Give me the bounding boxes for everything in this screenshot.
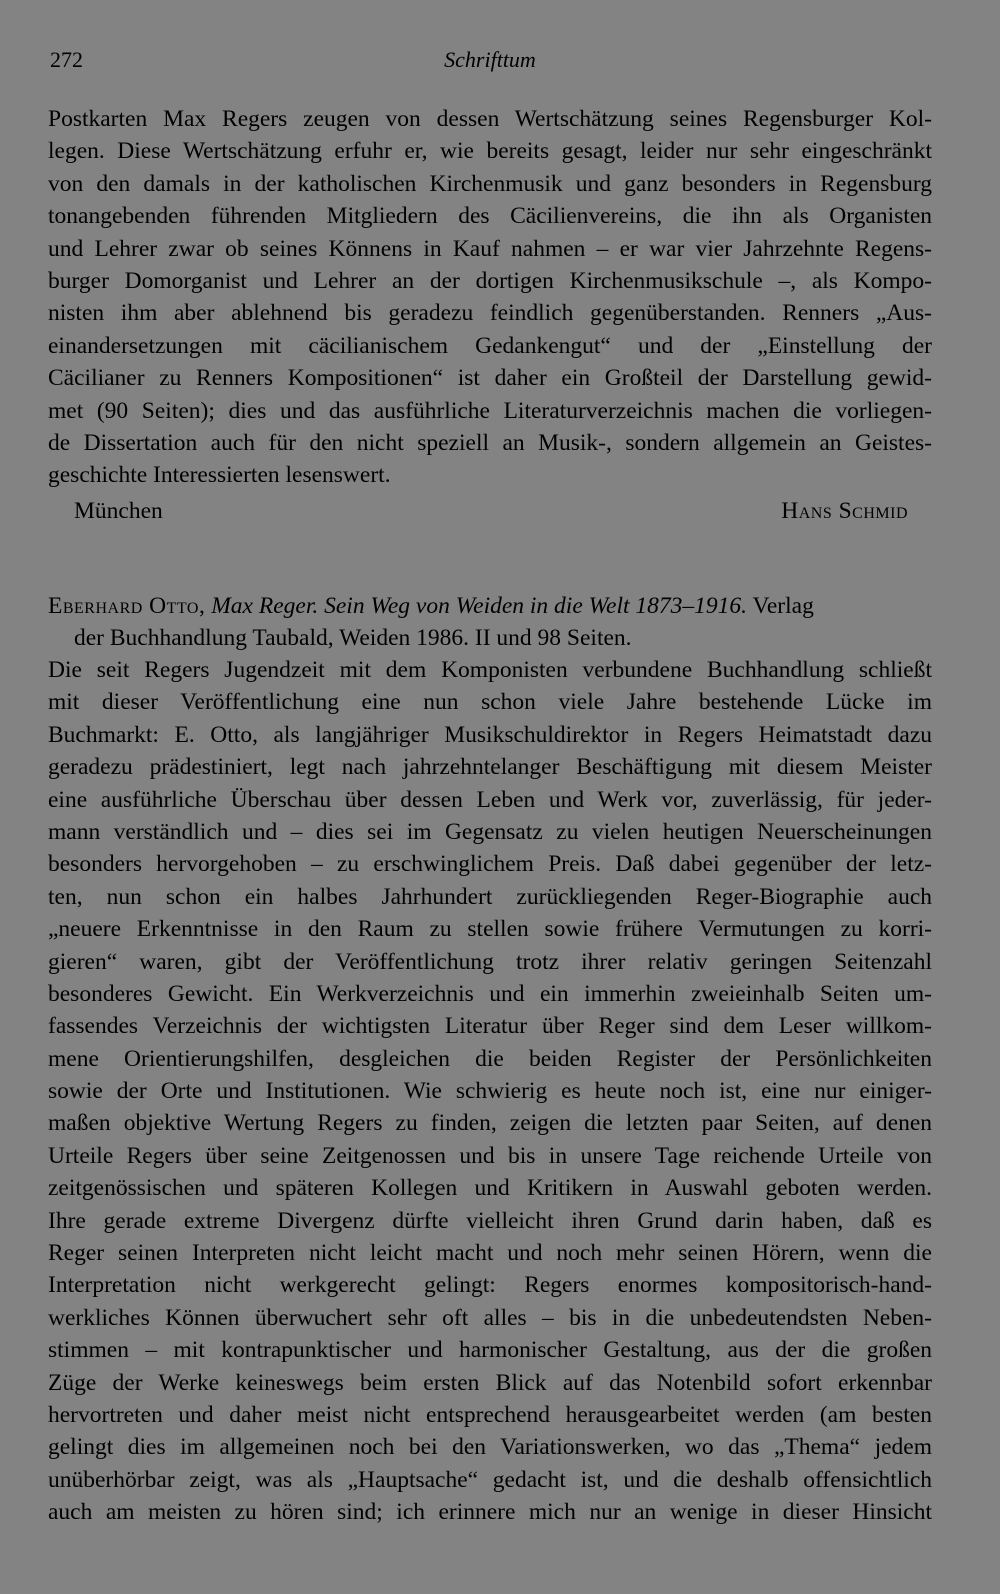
text-line: Cäcilianer zu Renners Kompositionen“ ist daher ein Großteil der Darstellung gewid- [48,365,932,392]
text-line: nisten ihm aber ablehnend bis geradezu feindlich gegenüberstanden. Renners „Aus- [48,300,932,327]
citation-line [48,590,932,622]
citation-title: Max Reger. Sein Weg von Weiden in die Welt 1873–1916. [211,593,748,619]
text-line: geschichte Interessierten lesenswert. [48,462,391,489]
text-line: Ihre gerade extreme Divergenz dürfte vielleicht ihren Grund darin haben, daß es [48,1207,932,1234]
text-line: mit dieser Veröffentlichung eine nun schon viele Jahre bestehende Lücke im [48,689,932,716]
text-line: hervortreten und daher meist nicht entsprechend herausgearbeitet werden (am besten [48,1401,932,1428]
text-line: Reger seinen Interpreten nicht leicht macht und noch mehr seinen Hörern, wenn die [48,1240,932,1267]
text-line: Die seit Regers Jugendzeit mit dem Komponisten verbundene Buchhandlung schließt [48,657,932,683]
text-line: einandersetzungen mit cäcilianischem Gedankengut“ und der „Einstellung der [48,332,932,359]
review-1-body [48,103,932,492]
citation-publisher-line: der Buchhandlung Taubald, Weiden 1986. II und 98 Seiten. [74,625,632,652]
text-line: zeitgenössischen und späteren Kollegen und Kritikern in Auswahl geboten werden. [48,1175,932,1202]
text-line: Postkarten Max Regers zeugen von dessen Wertschätzung seines Regensburger Kol- [48,106,932,132]
review-1-signature [48,495,932,527]
text-line: legen. Diese Wertschätzung erfuhr er, wie bereits gesagt, leider nur sehr eingeschränkt [48,138,932,165]
text-line: Interpretation nicht werkgerecht gelingt: Regers enormes kompositorisch-hand- [48,1272,932,1299]
citation-publisher: Verlag [752,593,814,619]
text-line: gieren“ waren, gibt der Veröffentlichung trotz ihrer relativ geringen Seitenzahl [48,948,932,975]
review-2-citation [48,590,932,655]
text-line: tonangebenden führenden Mitgliedern des Cäcilienvereins, die ihn als Organisten [48,203,932,230]
text-line: von den damals in der katholischen Kirchenmusik und ganz besonders in Regensburg [48,170,932,197]
text-line: Urteile Regers über seine Zeitgenossen und bis in unsere Tage reichende Urteile von [48,1142,932,1169]
text-line: Züge der Werke keineswegs beim ersten Blick auf das Notenbild sofort erkennbar [48,1369,932,1396]
text-line: stimmen – mit kontrapunktischer und harmonischer Gestaltung, aus der die großen [48,1337,932,1364]
page-number: 272 [50,47,83,72]
text-line: gelingt dies im allgemeinen noch bei den Variationswerken, wo das „Thema“ jedem [48,1434,932,1461]
running-title: Schrifttum [444,47,536,72]
text-line: maßen objektive Wertung Regers zu finden, zeigen die letzten paar Seiten, auf denen [48,1110,932,1137]
text-line: „neuere Erkenntnisse in den Raum zu stellen sowie frühere Vermutungen zu korri- [48,916,932,943]
text-line: werkliches Können überwuchert sehr oft alles – bis in die unbedeutendsten Neben- [48,1304,932,1331]
text-line: und Lehrer zwar ob seines Könnens in Kauf nahmen – er war vier Jahrzehnte Regens- [48,235,932,262]
text-line: mann verständlich und – dies sei im Gegensatz zu vielen heutigen Neuerscheinungen [48,818,932,845]
text-line: auch am meisten zu hören sind; ich erinnere mich nur an wenige in dieser Hinsicht [48,1499,932,1526]
citation-author: Eberhard Otto, [48,593,206,619]
signature-city: München [74,498,163,524]
text-line: unüberhörbar zeigt, was als „Hauptsache“ gedacht ist, und die deshalb offensichtlich [48,1466,932,1493]
text-line: burger Domorganist und Lehrer an der dortigen Kirchenmusikschule –, als Kompo- [48,267,932,294]
review-2-body [48,654,932,1529]
text-line: met (90 Seiten); dies und das ausführliche Literaturverzeichnis machen die vorliegen- [48,397,932,424]
text-line: sowie der Orte und Institutionen. Wie schwierig es heute noch ist, eine nur einiger- [48,1078,932,1105]
text-line: ten, nun schon ein halbes Jahrhundert zurückliegenden Reger-Biographie auch [48,883,932,910]
text-line: eine ausführliche Überschau über dessen Leben und Werk vor, zuverlässig, für jeder- [48,786,932,813]
text-line: fassendes Verzeichnis der wichtigsten Literatur über Reger sind dem Leser willkom- [48,1013,932,1040]
text-line: de Dissertation auch für den nicht speziell an Musik-, sondern allgemein an Geistes- [48,429,932,456]
text-line: besonders hervorgehoben – zu erschwinglichem Preis. Daß dabei gegenüber der letz- [48,851,932,878]
text-line: Buchmarkt: E. Otto, als langjähriger Musikschuldirektor in Regers Heimatstadt dazu [48,721,932,748]
text-line: geradezu prädestiniert, legt nach jahrzehntelanger Beschäftigung mit diesem Meister [48,754,932,781]
text-line: mene Orientierungshilfen, desgleichen die beiden Register der Persönlichkeiten [48,1045,932,1072]
page-header [50,44,930,76]
text-line: besonderes Gewicht. Ein Werkverzeichnis und ein immerhin zweieinhalb Seiten um- [48,980,932,1007]
signature-name: Hans Schmid [781,498,908,524]
